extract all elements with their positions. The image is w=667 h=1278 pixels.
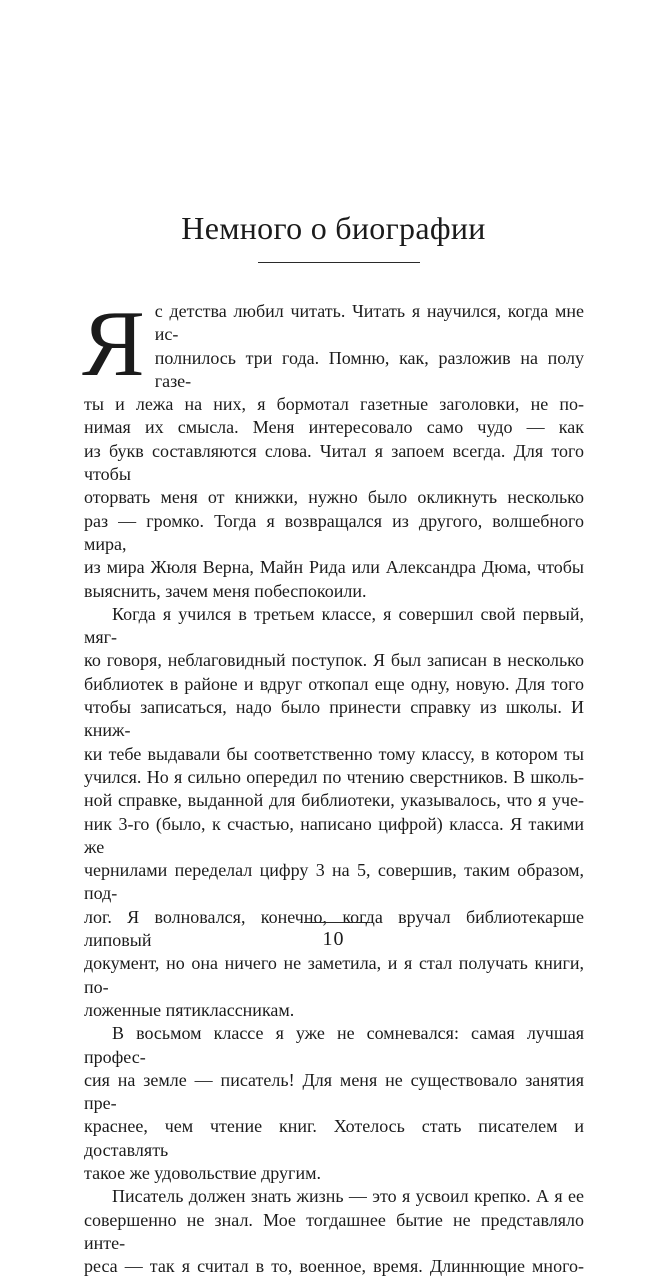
paragraph-line: краснее, чем чтение книг. Хотелось стать писателем и доставлять bbox=[84, 1116, 584, 1160]
paragraph-line: ложенные пятиклассникам. bbox=[84, 999, 295, 1020]
paragraph-line: ник 3-го (было, к счастью, написано цифрой) класса. Я такими же bbox=[84, 813, 584, 857]
paragraph-line: учился. Но я сильно опередил по чтению сверстников. В школь- bbox=[84, 766, 584, 787]
paragraph-line: такое же удовольствие другим. bbox=[84, 1162, 321, 1183]
paragraph-line: лог. Я волновался, конечно, когда вручал библиотекарше липовый bbox=[84, 906, 584, 951]
paragraph-line: из мира Жюля Верна, Майн Рида или Александра Дюма, чтобы bbox=[84, 557, 584, 578]
paragraph-line: чернилами переделал цифру 3 на 5, совершив, таким образом, под- bbox=[84, 860, 584, 904]
paragraph-line: библиотек в районе и вдруг откопал еще одну, новую. Для того bbox=[84, 673, 584, 694]
paragraph-line: из букв составляются слова. Читал я запоем всегда. Для того чтобы bbox=[84, 440, 584, 485]
paragraph-line: сия на земле — писатель! Для меня не существовало занятия пре- bbox=[84, 1069, 584, 1114]
body-text bbox=[82, 292, 584, 1278]
chapter-title: Немного о биографии bbox=[181, 210, 486, 246]
paragraph-line: Когда я учился в третьем классе, я совершил свой первый, мяг- bbox=[84, 603, 584, 648]
paragraph-line: Писатель должен знать жизнь — это я усвоил крепко. А я ее bbox=[112, 1186, 584, 1207]
paragraph-line: ки тебе выдавали бы соответственно тому классу, в котором ты bbox=[84, 743, 584, 764]
paragraph-line: В восьмом классе я уже не сомневался: самая лучшая профес- bbox=[84, 1023, 584, 1067]
page-number: 10 bbox=[322, 928, 345, 950]
paragraph-line: выяснить, зачем меня побеспокоили. bbox=[84, 580, 367, 601]
paragraph-line: с детства любил читать. Читать я научился, когда мне ис- bbox=[154, 301, 584, 345]
paragraph-line: полнилось три года. Помню, как, разложив на полу газе- bbox=[154, 347, 584, 391]
drop-cap: Я bbox=[82, 292, 145, 396]
paragraph-line: документ, но она ничего не заметила, и я стал получать книги, по- bbox=[84, 953, 584, 997]
paragraph-line: совершенно не знал. Мое тогдашнее бытие не представляло инте- bbox=[84, 1209, 584, 1253]
paragraph-line: ты и лежа на них, я бормотал газетные заголовки, не по- bbox=[84, 394, 584, 415]
paragraph-line: чтобы записаться, надо было принести справку из школы. И книж- bbox=[84, 697, 584, 741]
paragraph-line: реса — так я считал в то, военное, время. Длиннющие много- bbox=[84, 1256, 584, 1277]
paragraph-line: ной справке, выданной для библиотеки, указывалось, что я уче- bbox=[84, 790, 584, 811]
title-divider bbox=[258, 262, 420, 263]
footer-divider bbox=[304, 922, 370, 923]
paragraph-line: оторвать меня от книжки, нужно было окликнуть несколько bbox=[84, 487, 584, 508]
paragraph-line: нимая их смысла. Меня интересовало само чудо — как bbox=[84, 417, 584, 438]
paragraph-line: ко говоря, неблаговидный поступок. Я был записан в несколько bbox=[84, 650, 584, 671]
paragraph-line: раз — громко. Тогда я возвращался из другого, волшебного мира, bbox=[84, 510, 584, 554]
